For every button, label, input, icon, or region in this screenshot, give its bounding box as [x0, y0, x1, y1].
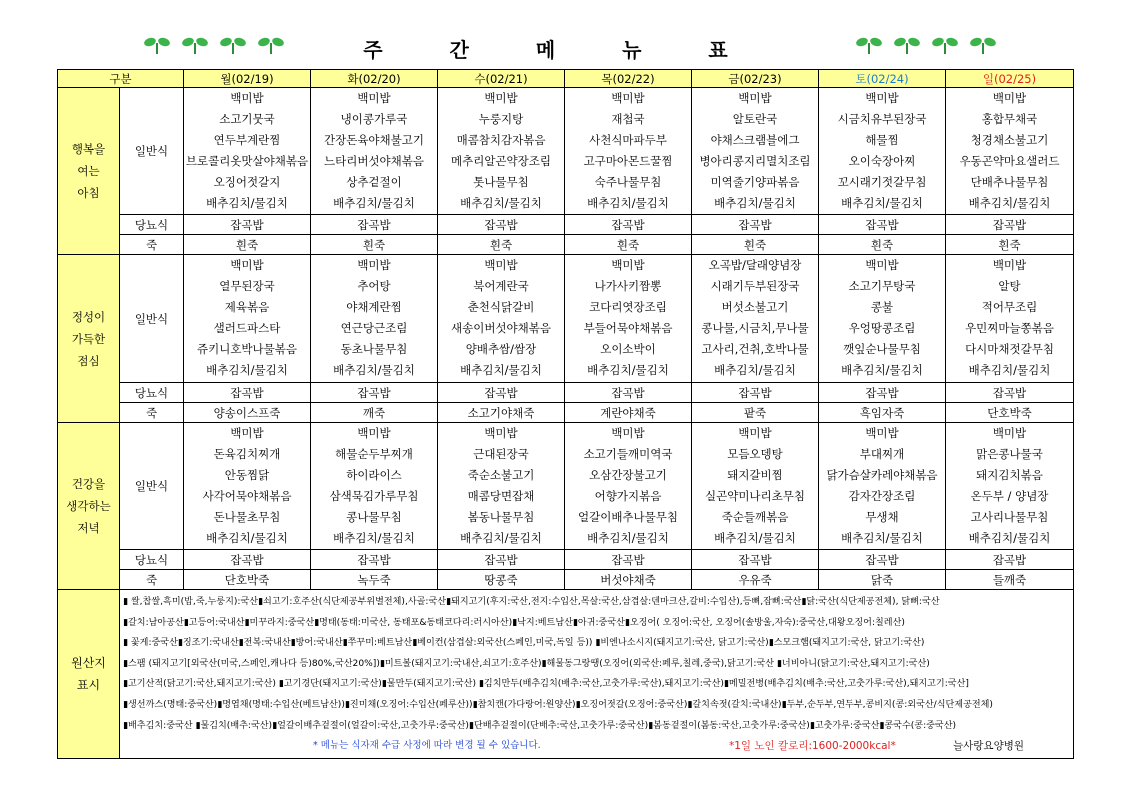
meal-label-line: 가득한	[71, 331, 106, 346]
menu-item: 샐러드파스타	[213, 321, 281, 335]
origin-line: ▮생선까스(명태:중국산)▮명엽채(명태:수입산(베트남산))▮진미채(오징어:수입산(페루산))▮참치캔(가다랑어:원양산)▮오징어젓갈(오징어:중국산)▮갈치속젓(갈치:국내산)▮두부,순두부,연두부,콩비지(콩:외국산/식단제공전체)	[123, 699, 993, 710]
meal-label-line: 정성이	[71, 309, 106, 324]
menu-cell	[819, 255, 946, 383]
regular-meal-row	[58, 255, 1074, 383]
meal-label-line: 건강을	[71, 477, 106, 491]
menu-cell	[438, 423, 565, 550]
menu-item: 콩나물,시금치,무나물	[701, 321, 809, 335]
menu-cell	[565, 423, 692, 550]
menu-item: 백미밥	[865, 426, 899, 440]
porridge-cell: 흰죽	[819, 235, 946, 255]
porridge-cell: 팥죽	[692, 403, 819, 423]
menu-item: 배추김치/물김치	[968, 196, 1051, 210]
menu-item: 안동찜닭	[224, 468, 270, 482]
diabetic-cell: 잡곡밥	[692, 215, 819, 235]
menu-item: 배추김치/물김치	[587, 196, 669, 210]
menu-item: 느타리버섯야채볶음	[324, 154, 424, 168]
diabetic-cell: 잡곡밥	[565, 215, 692, 235]
menu-item: 배추김치/물김치	[333, 196, 415, 210]
day-header-thu: 목(02/22)	[565, 70, 692, 88]
porridge-cell: 단호박죽	[946, 403, 1074, 423]
origin-line: ▮갈치:남아공산▮고등어:국내산▮미꾸라지:중국산▮명태(동태:미국산, 동태포&동태코다리:러시아산)▮낙지:베트남산▮아귀:중국산▮오징어( 오징어:국산, 오징어(솔방울,자숙):중국산,대왕오징어:칠레산)	[123, 617, 905, 628]
sprout-icon	[931, 36, 959, 56]
menu-item: 상추겉절이	[346, 175, 402, 189]
origin-line: ▮고기산적(닭고기:국산,돼지고기:국산) ▮고기경단(돼지고기:국산)▮물만두(돼지고기:국산) ▮김치만두(배추김치(배추:국산,고춧가루:국산),돼지고기:국산)▮메밀전병(배추김치(배추:국산,고춧가루:국산),돼지고기:국산]	[123, 679, 969, 690]
menu-item: 다시마채젓갈무침	[965, 342, 1054, 356]
porridge-cell: 녹두죽	[311, 570, 438, 590]
menu-item: 연근당근조림	[340, 321, 408, 335]
menu-item: 메추리알곤약장조림	[451, 154, 551, 168]
sprout-icon	[969, 36, 997, 56]
porridge-cell: 흑임자죽	[819, 403, 946, 423]
porridge-cell: 소고기야채죽	[438, 403, 565, 423]
porridge-meal-row	[58, 235, 1074, 255]
menu-cell	[438, 88, 565, 215]
menu-cell	[946, 255, 1074, 383]
menu-item: 우동곤약마요샐러드	[959, 154, 1060, 168]
menu-item: 배추김치/물김치	[968, 531, 1051, 545]
menu-item: 콩나물무침	[346, 510, 402, 524]
menu-item: 숙주나물무침	[594, 175, 662, 189]
menu-item: 버섯소불고기	[721, 300, 789, 314]
meal-label-line: 아침	[77, 186, 100, 200]
diabetic-type-label: 당뇨식	[120, 550, 184, 570]
menu-item: 배추김치/물김치	[206, 196, 288, 210]
menu-item: 알탕	[998, 279, 1021, 293]
weekly-menu-table	[57, 69, 1074, 759]
menu-item: 백미밥	[992, 258, 1027, 272]
diabetic-meal-row	[58, 383, 1074, 403]
menu-item: 닭가슴살카레야채볶음	[826, 468, 938, 482]
porridge-cell: 흰죽	[184, 235, 311, 255]
menu-item: 얼갈이배추나물무침	[578, 510, 678, 524]
porridge-cell: 흰죽	[692, 235, 819, 255]
menu-cell	[565, 88, 692, 215]
menu-item: 해물찜	[865, 133, 899, 147]
porridge-cell: 닭죽	[819, 570, 946, 590]
diabetic-cell: 잡곡밥	[692, 383, 819, 403]
menu-item: 돈육김치찌개	[213, 447, 281, 461]
menu-cell	[692, 423, 819, 550]
menu-item: 백미밥	[611, 91, 645, 105]
day-header-sat: 토(02/24)	[819, 70, 946, 88]
origin-label-line: 표시	[76, 678, 101, 693]
menu-cell	[946, 423, 1074, 550]
menu-item: 배추김치/물김치	[587, 531, 669, 545]
menu-cell	[184, 88, 311, 215]
diabetic-cell: 잡곡밥	[946, 215, 1074, 235]
menu-item: 야채계란찜	[346, 300, 402, 314]
menu-item: 추어탕	[357, 279, 391, 293]
diabetic-cell: 잡곡밥	[311, 215, 438, 235]
origin-row	[58, 590, 1074, 759]
menu-item: 부대찌개	[859, 447, 905, 461]
menu-item: 오이숙장아찌	[848, 154, 916, 168]
menu-cell	[311, 423, 438, 550]
diabetic-cell: 잡곡밥	[819, 383, 946, 403]
menu-item: 백미밥	[992, 426, 1027, 440]
diabetic-cell: 잡곡밥	[184, 383, 311, 403]
menu-item: 근대된장국	[473, 447, 529, 461]
menu-item: 죽순소불고기	[467, 468, 535, 482]
menu-item: 제육볶음	[224, 300, 270, 314]
origin-line: ▮ 쌀,찹쌀,흑미(밥,죽,누룽지):국산▮쇠고기:호주산(식단제공부위별전체),사골:국산▮돼지고기(후지:국산,전지:수입산,목살:국산,삼겹살:덴마크산,갈비:수입산),등뼈,잡뼈:국산▮닭:국산(식단제공전체), 닭뼈:국산	[123, 597, 940, 607]
diabetic-type-label: 당뇨식	[120, 383, 184, 403]
menu-item: 소고기들깨미역국	[583, 447, 673, 461]
menu-item: 백미밥	[865, 258, 899, 272]
menu-item: 배추김치/물김치	[968, 363, 1051, 377]
menu-item: 무생채	[865, 510, 899, 524]
menu-item: 고사리,건취,호박나물	[701, 342, 809, 356]
menu-item: 매콤참치감자볶음	[456, 133, 546, 147]
porridge-meal-row	[58, 403, 1074, 423]
sprout-decoration-left	[143, 36, 285, 56]
menu-cell	[184, 255, 311, 383]
diabetic-cell: 잡곡밥	[438, 383, 565, 403]
menu-item: 북어계란국	[473, 279, 529, 293]
menu-item: 백미밥	[357, 426, 391, 440]
menu-item: 고사리나물무침	[970, 510, 1049, 524]
sprout-icon	[143, 36, 171, 56]
diabetic-cell: 잡곡밥	[819, 215, 946, 235]
menu-item: 오징어젓갈지	[213, 175, 281, 189]
menu-item: 깻잎순나물무침	[843, 342, 921, 356]
menu-item: 소고기뭇국	[219, 112, 275, 126]
menu-item: 배추김치/물김치	[714, 531, 796, 545]
menu-item: 고구마아몬드꿀찜	[583, 154, 673, 168]
meal-label-line: 저녁	[77, 521, 100, 535]
regular-type-label: 일반식	[120, 423, 184, 550]
menu-item: 모듬오뎅탕	[727, 447, 783, 461]
diabetic-cell: 잡곡밥	[438, 215, 565, 235]
menu-cell	[311, 255, 438, 383]
menu-item: 우엉땅콩조림	[848, 321, 916, 335]
sprout-icon	[257, 36, 285, 56]
menu-item: 백미밥	[992, 91, 1027, 105]
menu-item: 열무된장국	[219, 279, 275, 293]
porridge-cell: 버섯야채죽	[565, 570, 692, 590]
porridge-cell: 흰죽	[438, 235, 565, 255]
menu-cell	[692, 255, 819, 383]
footer-line	[123, 736, 1070, 756]
menu-item: 미역줄기양파볶음	[710, 175, 800, 189]
menu-item: 죽순들깨볶음	[721, 510, 789, 524]
menu-item: 배추김치/물김치	[587, 363, 669, 377]
day-header-tue: 화(02/20)	[311, 70, 438, 88]
sprout-icon	[219, 36, 247, 56]
menu-item: 배추김치/물김치	[714, 363, 796, 377]
porridge-cell: 흰죽	[946, 235, 1074, 255]
menu-item: 꼬시래기젓갈무침	[837, 175, 927, 189]
porridge-type-label: 죽	[120, 235, 184, 255]
menu-item: 오곡밥/달래양념장	[708, 258, 802, 272]
diabetic-cell: 잡곡밥	[184, 215, 311, 235]
meal-label	[58, 255, 120, 423]
menu-cell	[311, 88, 438, 215]
menu-item: 톳나물무침	[473, 175, 529, 189]
menu-item: 우민찌마늘쫑볶음	[965, 321, 1054, 335]
sprout-icon	[855, 36, 883, 56]
diabetic-meal-row	[58, 215, 1074, 235]
menu-item: 오이소박이	[600, 342, 656, 356]
menu-item: 봄동나물무침	[467, 510, 535, 524]
meal-label	[58, 423, 120, 590]
diabetic-cell: 잡곡밥	[565, 550, 692, 570]
origin-line: ▮스팸 (돼지고기[외국산(미국,스페인,캐나다 등)80%,국산20%])▮미트볼(돼지고기:국내산,쇠고기:호주산)▮해물동그랑땡(오징어(외국산:페루,칠레,중국),닭고기:국산 ▮너비아니(닭고기:국산,돼지고기:국산)	[123, 658, 930, 669]
day-header-sun: 일(02/25)	[946, 70, 1074, 88]
meal-label-line: 여는	[77, 164, 100, 178]
menu-item: 콩불	[870, 300, 894, 314]
menu-item: 해물순두부찌개	[335, 447, 413, 461]
hospital-name: 늘사랑요양병원	[953, 740, 1025, 753]
menu-item: 백미밥	[484, 426, 518, 440]
menu-item: 재첩국	[611, 112, 645, 126]
menu-item: 매콤당면잡채	[467, 489, 535, 503]
menu-cell	[565, 255, 692, 383]
meal-label	[58, 88, 120, 255]
origin-line: ▮ 꽃게:중국산▮징조기:국내산▮전복:국내산▮방어:국내산▮쭈꾸미:베트남산▮베이컨(삼겹살:외국산(스페인,미국,독일 등)) ▮비엔나소시지(돼지고기:국산, 닭고기:국산)▮스모크햄(돼지고기:국산, 닭고기:국산)	[123, 638, 925, 649]
regular-type-label: 일반식	[120, 88, 184, 215]
menu-item: 시래기두부된장국	[710, 279, 800, 293]
page-title: 주 간 메 뉴 표	[363, 38, 758, 62]
menu-item: 백미밥	[738, 426, 772, 440]
meal-label-line: 생각하는	[66, 499, 111, 513]
menu-item: 돼지김치볶음	[976, 468, 1043, 482]
menu-item: 시금치유부된장국	[837, 112, 927, 126]
origin-line: ▮배추김치:중국산 ▮물김치(배추:국산)▮얼갈이배추겉절이(얼갈이:국산,고춧가루:중국산)▮단배추겉절이(단배추:국산,고춧가루:중국산)▮봄동겉절이(봄동:국산,고춧가루:중국산)▮고춧가루:중국산▮콩국수(콩:중국산)	[123, 720, 957, 731]
menu-item: 하이라이스	[346, 468, 402, 482]
meal-section	[58, 88, 1074, 590]
menu-item: 배추김치/물김치	[333, 531, 415, 545]
origin-label	[58, 590, 120, 759]
regular-type-label: 일반식	[120, 255, 184, 383]
porridge-cell: 흰죽	[311, 235, 438, 255]
menu-item: 백미밥	[484, 258, 518, 272]
sprout-icon	[181, 36, 209, 56]
menu-item: 백미밥	[611, 426, 645, 440]
menu-item: 새송이버섯야채볶음	[451, 321, 551, 335]
diabetic-type-label: 당뇨식	[120, 215, 184, 235]
menu-item: 배추김치/물김치	[460, 196, 542, 210]
menu-cell	[819, 423, 946, 550]
menu-item: 배추김치/물김치	[460, 531, 542, 545]
menu-item: 백미밥	[230, 91, 264, 105]
menu-item: 병아리콩지리멸치조림	[699, 154, 811, 168]
menu-item: 사천식마파두부	[589, 133, 667, 147]
category-header: 구분	[58, 70, 184, 88]
porridge-cell: 땅콩죽	[438, 570, 565, 590]
porridge-meal-row	[58, 570, 1074, 590]
menu-item: 백미밥	[738, 91, 772, 105]
menu-item: 백미밥	[357, 258, 391, 272]
menu-cell	[819, 88, 946, 215]
menu-item: 돼지갈비찜	[727, 468, 783, 482]
porridge-cell: 계란야채죽	[565, 403, 692, 423]
day-header-mon: 월(02/19)	[184, 70, 311, 88]
menu-item: 백미밥	[357, 91, 391, 105]
menu-item: 감자간장조림	[848, 489, 916, 503]
day-header-wed: 수(02/21)	[438, 70, 565, 88]
menu-item: 배추김치/물김치	[841, 196, 923, 210]
diabetic-cell: 잡곡밥	[946, 383, 1074, 403]
menu-item: 코다리엿장조림	[589, 300, 667, 314]
day-header-fri: 금(02/23)	[692, 70, 819, 88]
meal-label-line: 행복을	[71, 142, 106, 156]
menu-item: 배추김치/물김치	[460, 363, 542, 377]
menu-item: 브로콜리옷맛살야채볶음	[185, 154, 309, 168]
menu-item: 배추김치/물김치	[841, 363, 923, 377]
porridge-cell: 흰죽	[565, 235, 692, 255]
porridge-cell: 깨죽	[311, 403, 438, 423]
sprout-icon	[893, 36, 921, 56]
menu-item: 돈나물초무침	[213, 510, 281, 524]
menu-item: 배추김치/물김치	[714, 196, 796, 210]
menu-item: 누룽지탕	[478, 112, 524, 126]
regular-meal-row	[58, 88, 1074, 215]
diabetic-cell: 잡곡밥	[565, 383, 692, 403]
diabetic-cell: 잡곡밥	[184, 550, 311, 570]
sprout-decoration-right	[855, 36, 997, 56]
menu-item: 청경채소불고기	[970, 133, 1049, 147]
porridge-type-label: 죽	[120, 403, 184, 423]
menu-item: 나가사키짬뽕	[594, 279, 662, 293]
menu-item: 온두부 / 양념장	[970, 489, 1049, 503]
menu-cell	[946, 88, 1074, 215]
menu-item: 배추김치/물김치	[206, 363, 288, 377]
menu-item: 배추김치/물김치	[333, 363, 415, 377]
menu-cell	[692, 88, 819, 215]
porridge-cell: 단호박죽	[184, 570, 311, 590]
diabetic-meal-row	[58, 550, 1074, 570]
menu-item: 배추김치/물김치	[206, 531, 288, 545]
menu-item: 백미밥	[611, 258, 645, 272]
diabetic-cell: 잡곡밥	[311, 383, 438, 403]
calorie-info: *1일 노인 칼로리:1600-2000kcal*	[729, 740, 896, 753]
meal-label-line: 점심	[77, 353, 100, 368]
menu-cell	[184, 423, 311, 550]
menu-item: 적어무조림	[981, 300, 1038, 314]
menu-item: 맑은콩나물국	[976, 447, 1043, 461]
menu-item: 백미밥	[230, 258, 264, 272]
menu-item: 알토란국	[732, 112, 778, 126]
diabetic-cell: 잡곡밥	[692, 550, 819, 570]
diabetic-cell: 잡곡밥	[946, 550, 1074, 570]
menu-item: 단배추나물무침	[970, 175, 1049, 189]
menu-item: 어향가지볶음	[594, 489, 662, 503]
header-row	[58, 70, 1074, 88]
menu-item: 춘천식닭갈비	[467, 300, 535, 314]
diabetic-cell: 잡곡밥	[311, 550, 438, 570]
menu-item: 사각어묵야채볶음	[202, 489, 292, 503]
porridge-cell: 들깨죽	[946, 570, 1074, 590]
menu-item: 홍합무채국	[981, 112, 1038, 126]
porridge-type-label: 죽	[120, 570, 184, 590]
regular-meal-row	[58, 423, 1074, 550]
menu-item: 쥬키니호박나물볶음	[197, 342, 297, 356]
diabetic-cell: 잡곡밥	[438, 550, 565, 570]
menu-item: 삼색묵김가루무침	[329, 489, 419, 503]
menu-item: 백미밥	[865, 91, 899, 105]
menu-item: 양배추쌈/쌈장	[465, 342, 537, 356]
menu-item: 백미밥	[484, 91, 518, 105]
menu-item: 백미밥	[230, 426, 264, 440]
menu-item: 배추김치/물김치	[841, 531, 923, 545]
diabetic-cell: 잡곡밥	[819, 550, 946, 570]
menu-item: 간장돈육야채불고기	[324, 133, 424, 147]
menu-item: 오삼간장불고기	[589, 468, 667, 482]
menu-item: 실곤약미나리초무침	[705, 489, 805, 503]
menu-item: 연두부계란찜	[213, 133, 281, 147]
porridge-cell: 양송이스프죽	[184, 403, 311, 423]
porridge-cell: 우유죽	[692, 570, 819, 590]
origin-info	[120, 590, 1074, 759]
menu-item: 부들어묵야채볶음	[583, 321, 673, 335]
menu-item: 동초나물무침	[340, 342, 408, 356]
menu-cell	[438, 255, 565, 383]
menu-item: 야채스크램블에그	[710, 133, 800, 147]
origin-label-line: 원산지	[71, 656, 106, 671]
menu-change-notice: * 메뉴는 식자재 수급 사정에 따라 변경 될 수 있습니다.	[313, 740, 541, 752]
menu-item: 소고기무탕국	[848, 279, 916, 293]
menu-item: 냉이콩가루국	[340, 112, 408, 126]
